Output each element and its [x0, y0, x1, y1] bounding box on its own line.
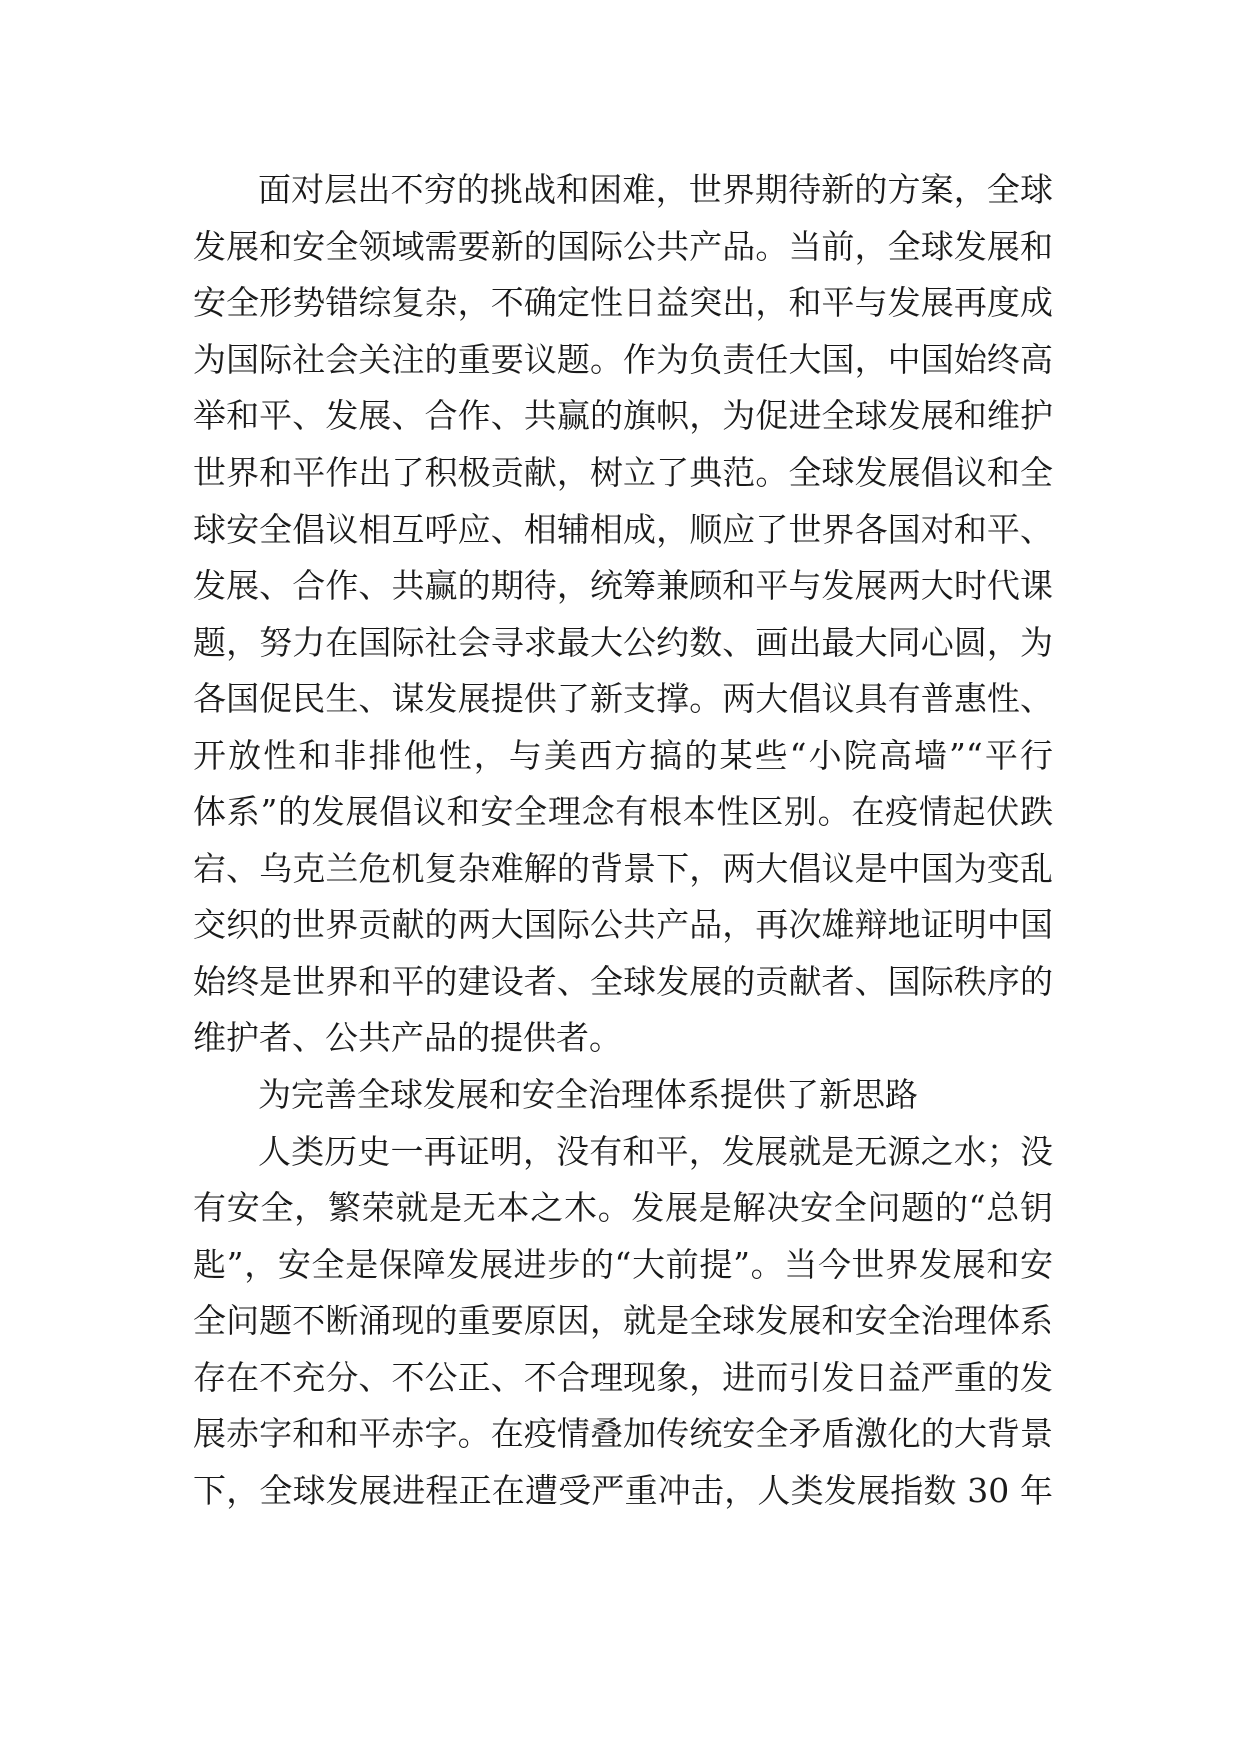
- paragraph-1-line-10: 各国促民生、谋发展提供了新支撑。两大倡议具有普惠性、: [193, 679, 1053, 718]
- paragraph-1-line-2: 发展和安全领域需要新的国际公共产品。当前，全球发展和: [193, 227, 1053, 266]
- paragraph-1-line-16: 维护者、公共产品的提供者。: [193, 1018, 622, 1057]
- section-heading: 为完善全球发展和安全治理体系提供了新思路: [258, 1075, 918, 1114]
- paragraph-2-line-1: 人类历史一再证明，没有和平，发展就是无源之水；没: [258, 1132, 1053, 1171]
- paragraph-1-line-3: 安全形势错综复杂，不确定性日益突出，和平与发展再度成: [193, 283, 1053, 322]
- paragraph-1-line-6: 世界和平作出了积极贡献，树立了典范。全球发展倡议和全: [193, 453, 1053, 492]
- paragraph-2-line-3: 匙”，安全是保障发展进步的“大前提”。当今世界发展和安: [193, 1245, 1053, 1284]
- paragraph-2-line-7: 下，全球发展进程正在遭受严重冲击，人类发展指数 30 年: [193, 1471, 1053, 1510]
- paragraph-1-line-7: 球安全倡议相互呼应、相辅相成，顺应了世界各国对和平、: [193, 510, 1053, 549]
- paragraph-1-line-15: 始终是世界和平的建设者、全球发展的贡献者、国际秩序的: [193, 962, 1053, 1001]
- paragraph-2-line-4: 全问题不断涌现的重要原因，就是全球发展和安全治理体系: [193, 1301, 1053, 1340]
- paragraph-1-line-4: 为国际社会关注的重要议题。作为负责任大国，中国始终高: [193, 340, 1053, 379]
- paragraph-1-line-13: 宕、乌克兰危机复杂难解的背景下，两大倡议是中国为变乱: [193, 849, 1053, 888]
- paragraph-2-line-6: 展赤字和和平赤字。在疫情叠加传统安全矛盾激化的大背景: [193, 1414, 1053, 1453]
- paragraph-1-line-12: 体系”的发展倡议和安全理念有根本性区别。在疫情起伏跌: [193, 792, 1053, 831]
- paragraph-1-line-1: 面对层出不穷的挑战和困难，世界期待新的方案，全球: [258, 170, 1053, 209]
- paragraph-1-line-9: 题，努力在国际社会寻求最大公约数、画出最大同心圆，为: [193, 623, 1053, 662]
- paragraph-1-line-8: 发展、合作、共赢的期待，统筹兼顾和平与发展两大时代课: [193, 566, 1053, 605]
- paragraph-1-line-11: 开放性和非排他性，与美西方搞的某些“小院高墙”“平行: [193, 736, 1053, 775]
- paragraph-2-line-2: 有安全，繁荣就是无本之木。发展是解决安全问题的“总钥: [193, 1188, 1053, 1227]
- paragraph-1-line-14: 交织的世界贡献的两大国际公共产品，再次雄辩地证明中国: [193, 905, 1053, 944]
- paragraph-1-line-5: 举和平、发展、合作、共赢的旗帜，为促进全球发展和维护: [193, 396, 1053, 435]
- paragraph-2-line-5: 存在不充分、不公正、不合理现象，进而引发日益严重的发: [193, 1358, 1053, 1397]
